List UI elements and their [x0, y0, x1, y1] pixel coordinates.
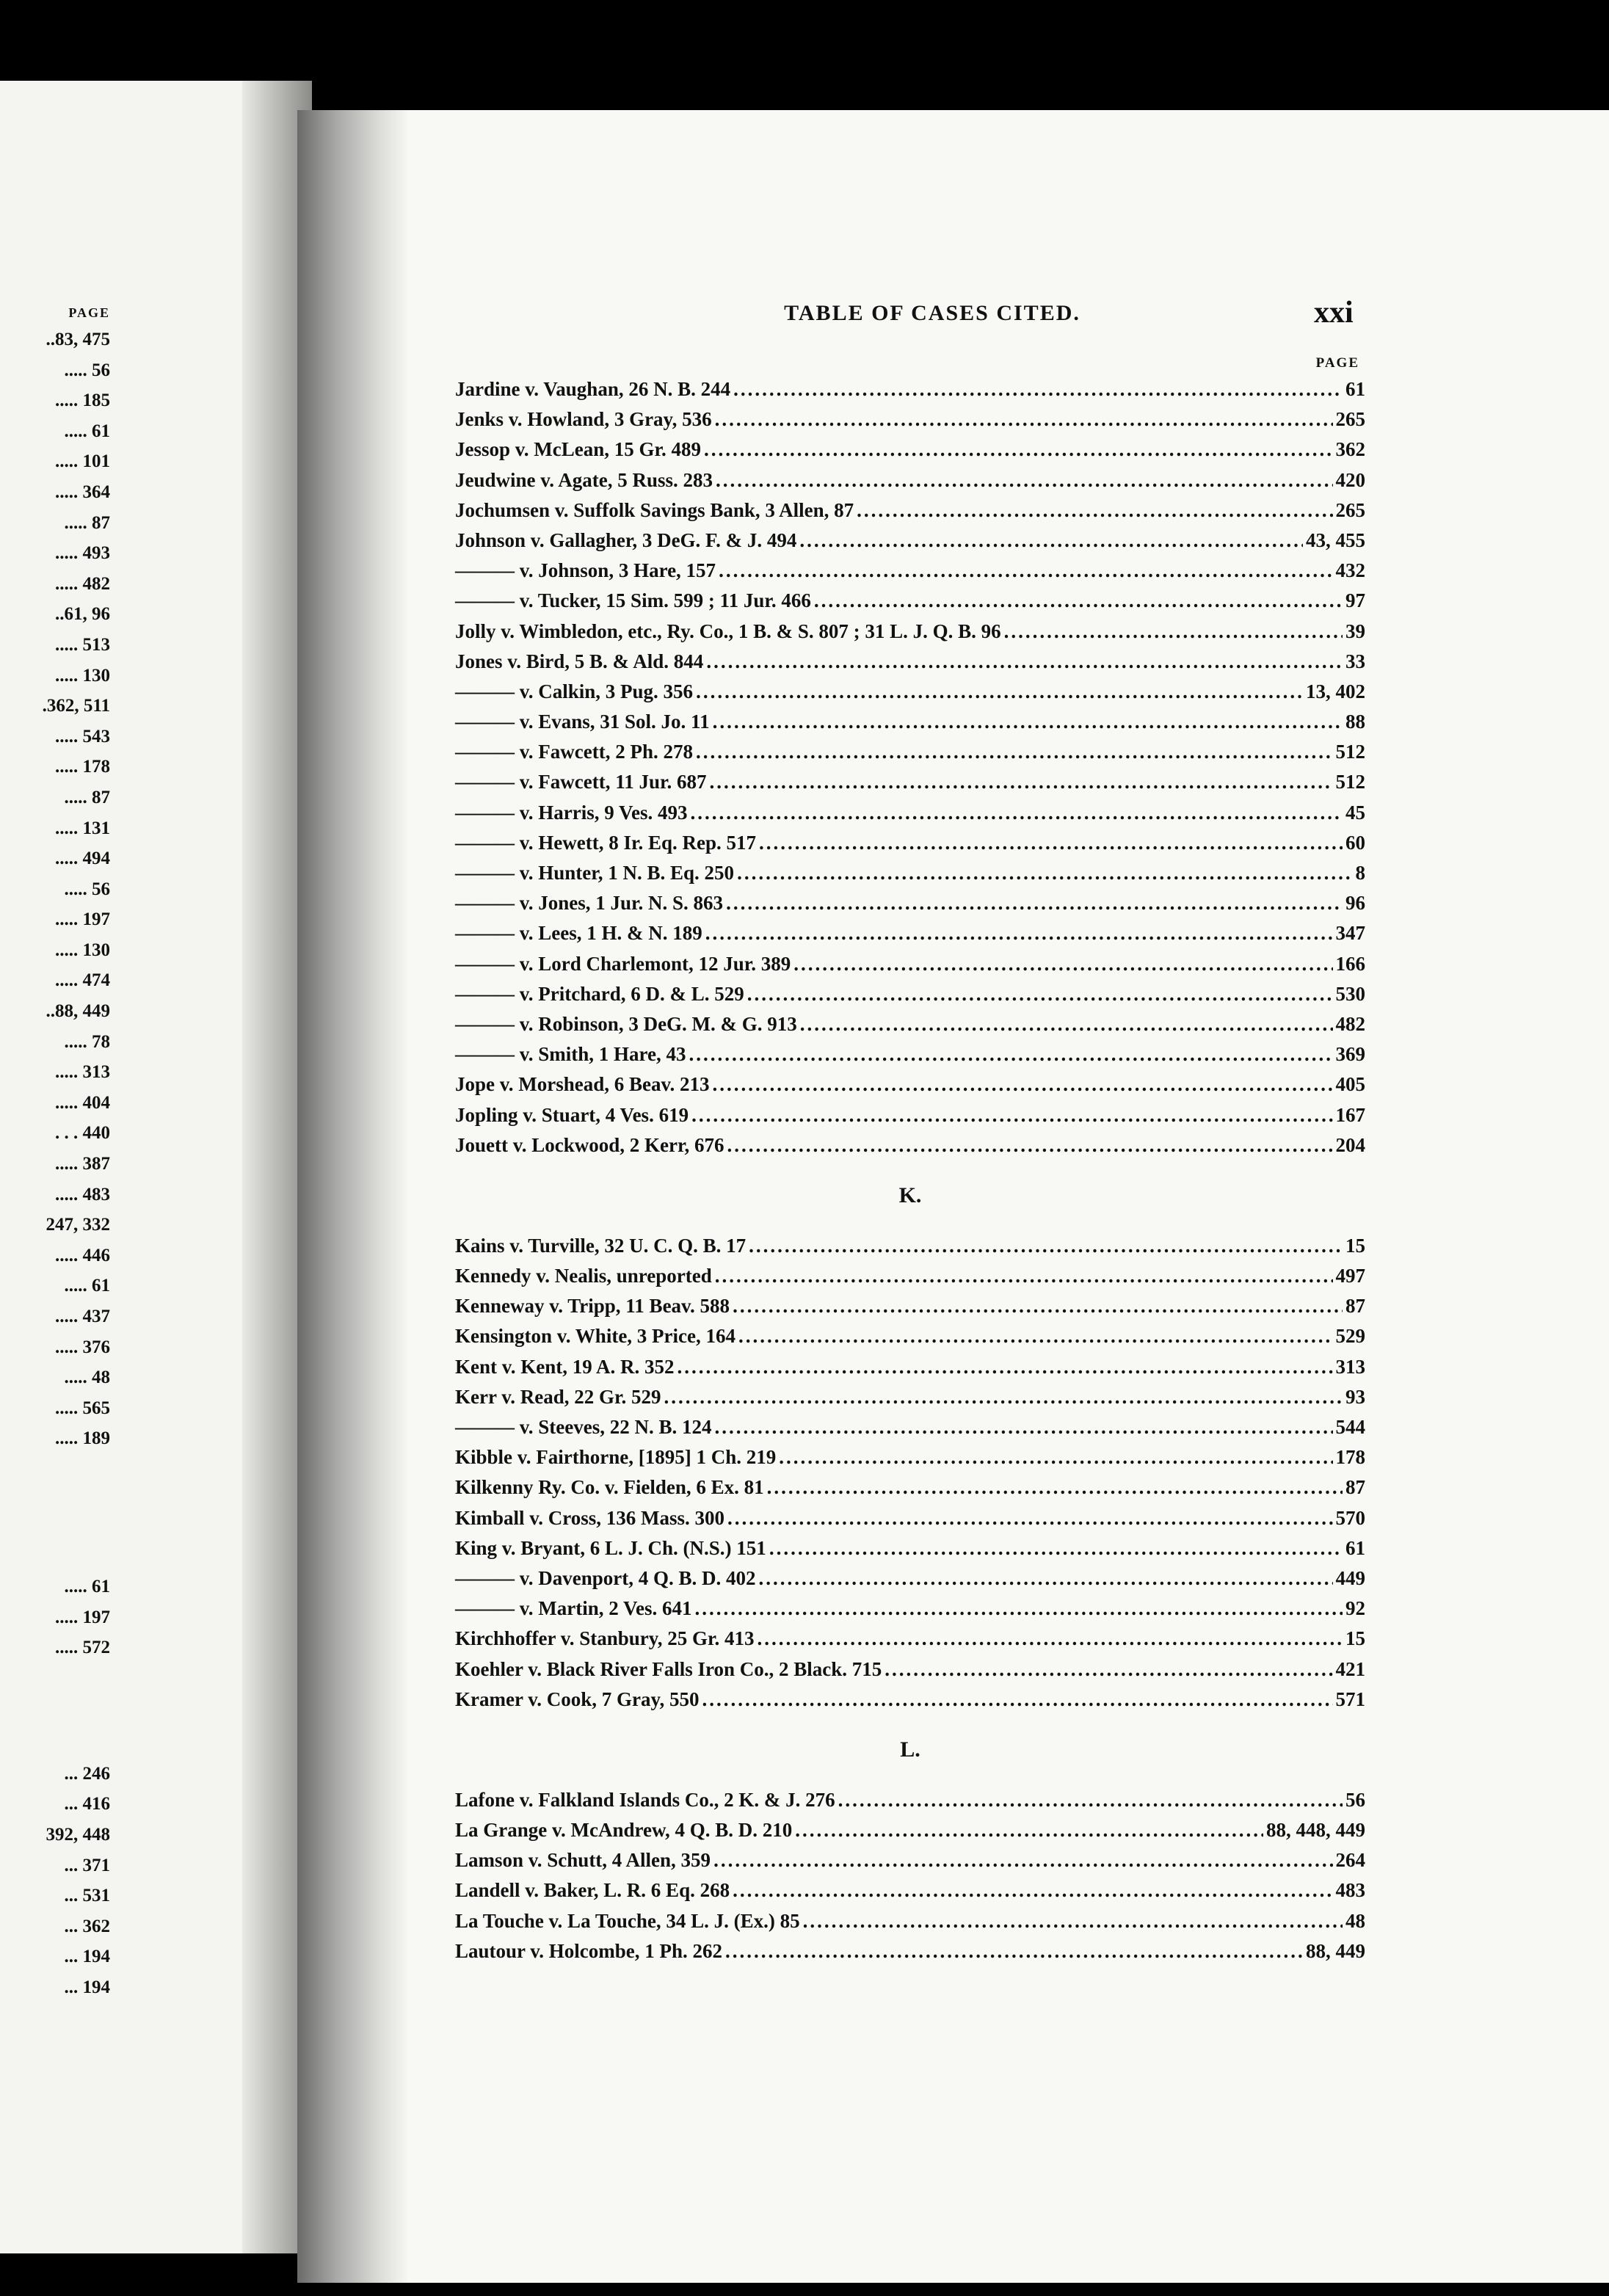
case-name: ——— v. Lord Charlemont, 12 Jur. 389 — [455, 952, 791, 975]
case-name: Kenneway v. Tripp, 11 Beav. 588 — [455, 1295, 730, 1318]
dot-leader — [767, 1472, 1343, 1503]
dot-leader — [769, 1533, 1343, 1563]
case-entry — [455, 918, 1365, 948]
left-page-entry: ..... 543 — [55, 726, 110, 746]
dot-leader — [800, 1009, 1333, 1039]
case-name: Lamson v. Schutt, 4 Allen, 359 — [455, 1849, 711, 1872]
case-entry — [455, 1130, 1365, 1160]
case-name: ——— v. Martin, 2 Ves. 641 — [455, 1597, 692, 1620]
case-page-number: 483 — [1335, 1879, 1365, 1902]
case-name: Jochumsen v. Suffolk Savings Bank, 3 Allen, 87 — [455, 498, 854, 521]
dot-leader — [795, 1815, 1263, 1845]
case-name: Kimball v. Cross, 136 Mass. 300 — [455, 1506, 725, 1529]
case-entry — [455, 1100, 1365, 1130]
left-page-entry: ..... 61 — [64, 1276, 110, 1296]
case-page-number: 178 — [1335, 1446, 1365, 1469]
dot-leader — [713, 1845, 1332, 1875]
case-entry — [455, 798, 1365, 828]
case-name: Kensington v. White, 3 Price, 164 — [455, 1325, 736, 1348]
case-page-number: 56 — [1345, 1788, 1365, 1811]
case-entry — [455, 1291, 1365, 1321]
case-page-number: 8 — [1355, 862, 1365, 884]
case-name: Jopling v. Stuart, 4 Ves. 619 — [455, 1103, 689, 1126]
dot-leader — [747, 979, 1333, 1009]
case-entry — [455, 465, 1365, 495]
left-page-entry: ..... 87 — [64, 787, 110, 807]
case-name: Jones v. Bird, 5 B. & Ald. 844 — [455, 650, 704, 672]
case-page-number: 87 — [1345, 1476, 1365, 1499]
dot-leader — [704, 435, 1332, 465]
case-page-number: 61 — [1345, 1536, 1365, 1559]
case-name: Lafone v. Falkland Islands Co., 2 K. & J. 276 — [455, 1788, 835, 1811]
case-entry — [455, 1654, 1365, 1685]
case-entry — [455, 1533, 1365, 1563]
dot-leader — [726, 888, 1343, 918]
dot-leader — [715, 404, 1333, 435]
left-page-entry: ..88, 449 — [46, 1001, 110, 1022]
case-entry — [455, 1845, 1365, 1875]
case-name: La Grange v. McAndrew, 4 Q. B. D. 210 — [455, 1819, 793, 1842]
book-gutter-shadow — [297, 110, 407, 2283]
left-page-entry: 247, 332 — [46, 1215, 110, 1235]
case-entry — [455, 1875, 1365, 1906]
case-page-number: 93 — [1345, 1385, 1365, 1408]
left-page-entry: ..... 376 — [55, 1337, 110, 1357]
left-page-entry: ..... 572 — [55, 1638, 110, 1658]
case-name: Kennedy v. Nealis, unreported — [455, 1265, 712, 1287]
left-page-entry: ..... 387 — [55, 1154, 110, 1174]
case-page-number: 88, 449 — [1306, 1939, 1365, 1962]
case-name: Kent v. Kent, 19 A. R. 352 — [455, 1355, 675, 1378]
dot-leader — [696, 737, 1333, 767]
dot-leader — [758, 1624, 1343, 1654]
left-page-gap — [0, 1663, 110, 1759]
dot-leader — [689, 1039, 1333, 1069]
case-entry — [455, 949, 1365, 979]
dot-leader — [799, 526, 1303, 556]
dot-leader — [759, 828, 1343, 858]
case-entry — [455, 1936, 1365, 1966]
case-page-number: 369 — [1335, 1043, 1365, 1066]
dot-leader — [695, 1594, 1343, 1624]
case-page-number: 88 — [1345, 711, 1365, 733]
case-name: ——— v. Evans, 31 Sol. Jo. 11 — [455, 711, 710, 733]
case-entry — [455, 1685, 1365, 1715]
case-entry — [455, 617, 1365, 647]
dot-leader — [713, 1069, 1333, 1100]
case-entry — [455, 1231, 1365, 1261]
left-page-page-column — [0, 301, 110, 2003]
dot-leader — [725, 1936, 1303, 1966]
dot-leader — [779, 1442, 1332, 1472]
case-page-number: 39 — [1345, 620, 1365, 642]
case-table — [455, 352, 1365, 1966]
case-page-number: 544 — [1335, 1416, 1365, 1438]
dot-leader — [705, 918, 1333, 948]
left-page-entry: ..83, 475 — [46, 330, 110, 349]
case-name: La Touche v. La Touche, 34 L. J. (Ex.) 85 — [455, 1909, 800, 1932]
dot-leader — [1004, 617, 1343, 647]
case-name: Kilkenny Ry. Co. v. Fielden, 6 Ex. 81 — [455, 1476, 764, 1499]
dot-leader — [793, 949, 1332, 979]
case-page-number: 45 — [1345, 801, 1365, 824]
case-name: Lautour v. Holcombe, 1 Ph. 262 — [455, 1939, 723, 1962]
dot-leader — [709, 767, 1332, 797]
case-name: Jope v. Morshead, 6 Beav. 213 — [455, 1073, 710, 1096]
left-page-entry: ..... 185 — [55, 390, 110, 411]
case-name: ——— v. Smith, 1 Hare, 43 — [455, 1043, 686, 1066]
case-name: King v. Bryant, 6 L. J. Ch. (N.S.) 151 — [455, 1536, 766, 1559]
left-page-entry: ... 371 — [64, 1855, 110, 1875]
case-entry — [455, 1785, 1365, 1815]
case-entry — [455, 1563, 1365, 1594]
page-title: TABLE OF CASES CITED. — [784, 301, 1080, 325]
case-name: ——— v. Fawcett, 2 Ph. 278 — [455, 741, 693, 763]
dot-leader — [713, 707, 1343, 737]
left-page-header: PAGE — [68, 305, 110, 320]
case-entry — [455, 1442, 1365, 1472]
case-entry — [455, 737, 1365, 767]
case-name: ——— v. Calkin, 3 Pug. 356 — [455, 680, 694, 702]
case-page-number: 33 — [1345, 650, 1365, 672]
dot-leader — [733, 1875, 1332, 1906]
case-entry — [455, 1321, 1365, 1351]
case-entry — [455, 1594, 1365, 1624]
case-page-number: 449 — [1335, 1566, 1365, 1589]
case-page-number: 13, 402 — [1306, 680, 1365, 702]
case-name: ——— v. Fawcett, 11 Jur. 687 — [455, 771, 707, 793]
page-number: xxi — [1314, 296, 1354, 330]
dot-leader — [885, 1654, 1332, 1685]
dot-leader — [716, 465, 1332, 495]
case-page-number: 482 — [1335, 1012, 1365, 1035]
left-page-entry: ... 416 — [64, 1794, 110, 1814]
case-entry — [455, 1382, 1365, 1412]
case-page-number: 92 — [1345, 1597, 1365, 1620]
case-name: Kibble v. Fairthorne, [1895] 1 Ch. 219 — [455, 1446, 777, 1469]
case-page-number: 265 — [1335, 498, 1365, 521]
dot-leader — [702, 1685, 1332, 1715]
dot-leader — [715, 1261, 1333, 1291]
dot-leader — [678, 1352, 1333, 1382]
dot-leader — [727, 1130, 1333, 1160]
left-page-entry: ..... 565 — [55, 1398, 110, 1418]
left-page-entry: ..... 482 — [55, 573, 110, 594]
case-name: ——— v. Lees, 1 H. & N. 189 — [455, 922, 702, 945]
dot-leader — [803, 1906, 1343, 1936]
left-page-entry: ... 531 — [64, 1886, 110, 1906]
case-page-number: 96 — [1345, 892, 1365, 915]
case-entry — [455, 979, 1365, 1009]
case-page-number: 88, 448, 449 — [1266, 1819, 1365, 1842]
case-name: ——— v. Pritchard, 6 D. & L. 529 — [455, 982, 744, 1005]
case-entry — [455, 1261, 1365, 1291]
case-name: Kramer v. Cook, 7 Gray, 550 — [455, 1688, 700, 1710]
dot-leader — [737, 858, 1352, 888]
case-page-number: 313 — [1335, 1355, 1365, 1378]
dot-leader — [714, 1412, 1332, 1442]
left-page-entry: ..... 483 — [55, 1184, 110, 1205]
case-page-number: 48 — [1345, 1909, 1365, 1932]
case-page-number: 432 — [1335, 559, 1365, 582]
case-page-number: 264 — [1335, 1849, 1365, 1872]
left-page-gap — [0, 1454, 110, 1572]
case-page-number: 347 — [1335, 922, 1365, 945]
dot-leader — [738, 1321, 1333, 1351]
left-page-entry: ..... 364 — [55, 482, 110, 502]
case-page-number: 204 — [1335, 1133, 1365, 1156]
case-page-number: 15 — [1345, 1234, 1365, 1257]
left-page-entry: ..... 404 — [55, 1092, 110, 1113]
case-page-number: 43, 455 — [1306, 528, 1365, 551]
dot-leader — [759, 1563, 1333, 1594]
left-page-entry: ..... 61 — [64, 1576, 110, 1596]
case-name: ——— v. Hewett, 8 Ir. Eq. Rep. 517 — [455, 831, 756, 854]
case-name: Landell v. Baker, L. R. 6 Eq. 268 — [455, 1879, 730, 1902]
left-page-entry: ..... 130 — [55, 940, 110, 960]
case-name: Jardine v. Vaughan, 26 N. B. 244 — [455, 378, 731, 400]
case-name: Kirchhoffer v. Stanbury, 25 Gr. 413 — [455, 1627, 755, 1650]
case-page-number: 570 — [1335, 1506, 1365, 1529]
case-page-number: 405 — [1335, 1073, 1365, 1096]
case-page-number: 421 — [1335, 1657, 1365, 1680]
dot-leader — [706, 647, 1343, 677]
case-entry — [455, 677, 1365, 707]
dot-leader — [733, 1291, 1343, 1321]
case-entry — [455, 1815, 1365, 1845]
case-page-number: 97 — [1345, 589, 1365, 612]
case-name: ——— v. Tucker, 15 Sim. 599 ; 11 Jur. 466 — [455, 589, 811, 612]
case-name: Kains v. Turville, 32 U. C. Q. B. 17 — [455, 1234, 747, 1257]
left-page-entry: ..... 48 — [64, 1367, 110, 1388]
case-name: Jolly v. Wimbledon, etc., Ry. Co., 1 B. & S. 807 ; 31 L. J. Q. B. 96 — [455, 620, 1001, 642]
dot-leader — [691, 798, 1343, 828]
case-page-number: 497 — [1335, 1265, 1365, 1287]
case-name: Kerr v. Read, 22 Gr. 529 — [455, 1385, 661, 1408]
case-name: ——— v. Robinson, 3 DeG. M. & G. 913 — [455, 1012, 797, 1035]
dot-leader — [857, 495, 1332, 526]
case-entry — [455, 495, 1365, 526]
left-page-entry: ... 194 — [64, 1947, 110, 1967]
left-page-entry: ..... 178 — [55, 757, 110, 777]
left-page-entry: ..... 131 — [55, 818, 110, 838]
section-letter: K. — [898, 1182, 922, 1207]
left-page-entry: ..... 474 — [55, 970, 110, 991]
case-entry — [455, 767, 1365, 797]
case-page-number: 420 — [1335, 468, 1365, 491]
left-page-entry: ..61, 96 — [55, 604, 110, 625]
case-entry — [455, 586, 1365, 616]
case-page-number: 167 — [1335, 1103, 1365, 1126]
case-page-number: 512 — [1335, 741, 1365, 763]
case-entry — [455, 828, 1365, 858]
case-page-number: 87 — [1345, 1295, 1365, 1318]
case-page-number: 529 — [1335, 1325, 1365, 1348]
case-name: Koehler v. Black River Falls Iron Co., 2 Black. 715 — [455, 1657, 882, 1680]
dot-leader — [719, 556, 1332, 586]
case-page-number: 15 — [1345, 1627, 1365, 1650]
page-column-header: PAGE — [1315, 355, 1359, 371]
left-page-entry: ..... 189 — [55, 1428, 110, 1449]
case-name: ——— v. Harris, 9 Ves. 493 — [455, 801, 688, 824]
section-letter: L. — [900, 1737, 920, 1762]
case-entry — [455, 1352, 1365, 1382]
dot-leader — [727, 1503, 1332, 1533]
case-entry — [455, 647, 1365, 677]
left-page-entry: . . . 440 — [55, 1123, 110, 1144]
case-entry — [455, 1503, 1365, 1533]
case-entry — [455, 1472, 1365, 1503]
case-entry — [455, 1624, 1365, 1654]
left-page-entry: .362, 511 — [42, 696, 110, 716]
case-entry — [455, 556, 1365, 586]
case-name: Jenks v. Howland, 3 Gray, 536 — [455, 408, 712, 431]
left-page-entry: ..... 513 — [55, 634, 110, 655]
case-name: Jeudwine v. Agate, 5 Russ. 283 — [455, 468, 713, 491]
case-entry — [455, 1009, 1365, 1039]
left-page-entry: ... 194 — [64, 1977, 110, 1997]
case-page-number: 530 — [1335, 982, 1365, 1005]
case-entry — [455, 374, 1365, 404]
case-entry — [455, 404, 1365, 435]
left-page-entry: ..... 87 — [64, 512, 110, 533]
case-name: ——— v. Hunter, 1 N. B. Eq. 250 — [455, 862, 735, 884]
left-page-entry: ..... 56 — [64, 879, 110, 899]
case-page-number: 512 — [1335, 771, 1365, 793]
dot-leader — [733, 374, 1343, 404]
left-page-entry: ... 246 — [64, 1763, 110, 1784]
case-page-number: 362 — [1335, 438, 1365, 461]
left-page-entry: ..... 494 — [55, 849, 110, 869]
case-page-number: 61 — [1345, 378, 1365, 400]
case-entry — [455, 1069, 1365, 1100]
case-entry — [455, 526, 1365, 556]
left-page-entry: ..... 56 — [64, 360, 110, 380]
left-page-entry: ..... 313 — [55, 1062, 110, 1083]
left-page-entry: ... 362 — [64, 1916, 110, 1936]
left-page-entry: ..... 437 — [55, 1307, 110, 1326]
case-entry — [455, 1412, 1365, 1442]
case-name: Jessop v. McLean, 15 Gr. 489 — [455, 438, 702, 461]
left-page-entry: ..... 101 — [55, 451, 110, 472]
case-entry — [455, 707, 1365, 737]
left-page-entry: ..... 493 — [55, 543, 110, 564]
case-entry — [455, 1906, 1365, 1936]
case-page-number: 571 — [1335, 1688, 1365, 1710]
case-page-number: 60 — [1345, 831, 1365, 854]
left-page-entry: ..... 446 — [55, 1245, 110, 1265]
case-name: ——— v. Johnson, 3 Hare, 157 — [455, 559, 716, 582]
case-entry — [455, 1039, 1365, 1069]
dot-leader — [749, 1231, 1343, 1261]
case-page-number: 166 — [1335, 952, 1365, 975]
case-entry — [455, 888, 1365, 918]
case-name: Jouett v. Lockwood, 2 Kerr, 676 — [455, 1133, 724, 1156]
case-name: Johnson v. Gallagher, 3 DeG. F. & J. 494 — [455, 528, 797, 551]
left-page-entry: ..... 130 — [55, 665, 110, 686]
left-page-entry: ..... 78 — [64, 1031, 110, 1052]
dot-leader — [664, 1382, 1343, 1412]
case-name: ——— v. Davenport, 4 Q. B. D. 402 — [455, 1566, 756, 1589]
dot-leader — [838, 1785, 1343, 1815]
dot-leader — [814, 586, 1343, 616]
case-name: ——— v. Steeves, 22 N. B. 124 — [455, 1416, 712, 1438]
case-name: ——— v. Jones, 1 Jur. N. S. 863 — [455, 892, 724, 915]
left-page-entry: ..... 197 — [55, 909, 110, 930]
left-page-entry: ..... 61 — [64, 421, 110, 441]
dot-leader — [691, 1100, 1332, 1130]
dot-leader — [696, 677, 1303, 707]
left-page-entry: ..... 197 — [55, 1607, 110, 1627]
case-page-number: 265 — [1335, 408, 1365, 431]
case-entry — [455, 858, 1365, 888]
case-entry — [455, 435, 1365, 465]
left-page-entry: 392, 448 — [46, 1824, 110, 1845]
